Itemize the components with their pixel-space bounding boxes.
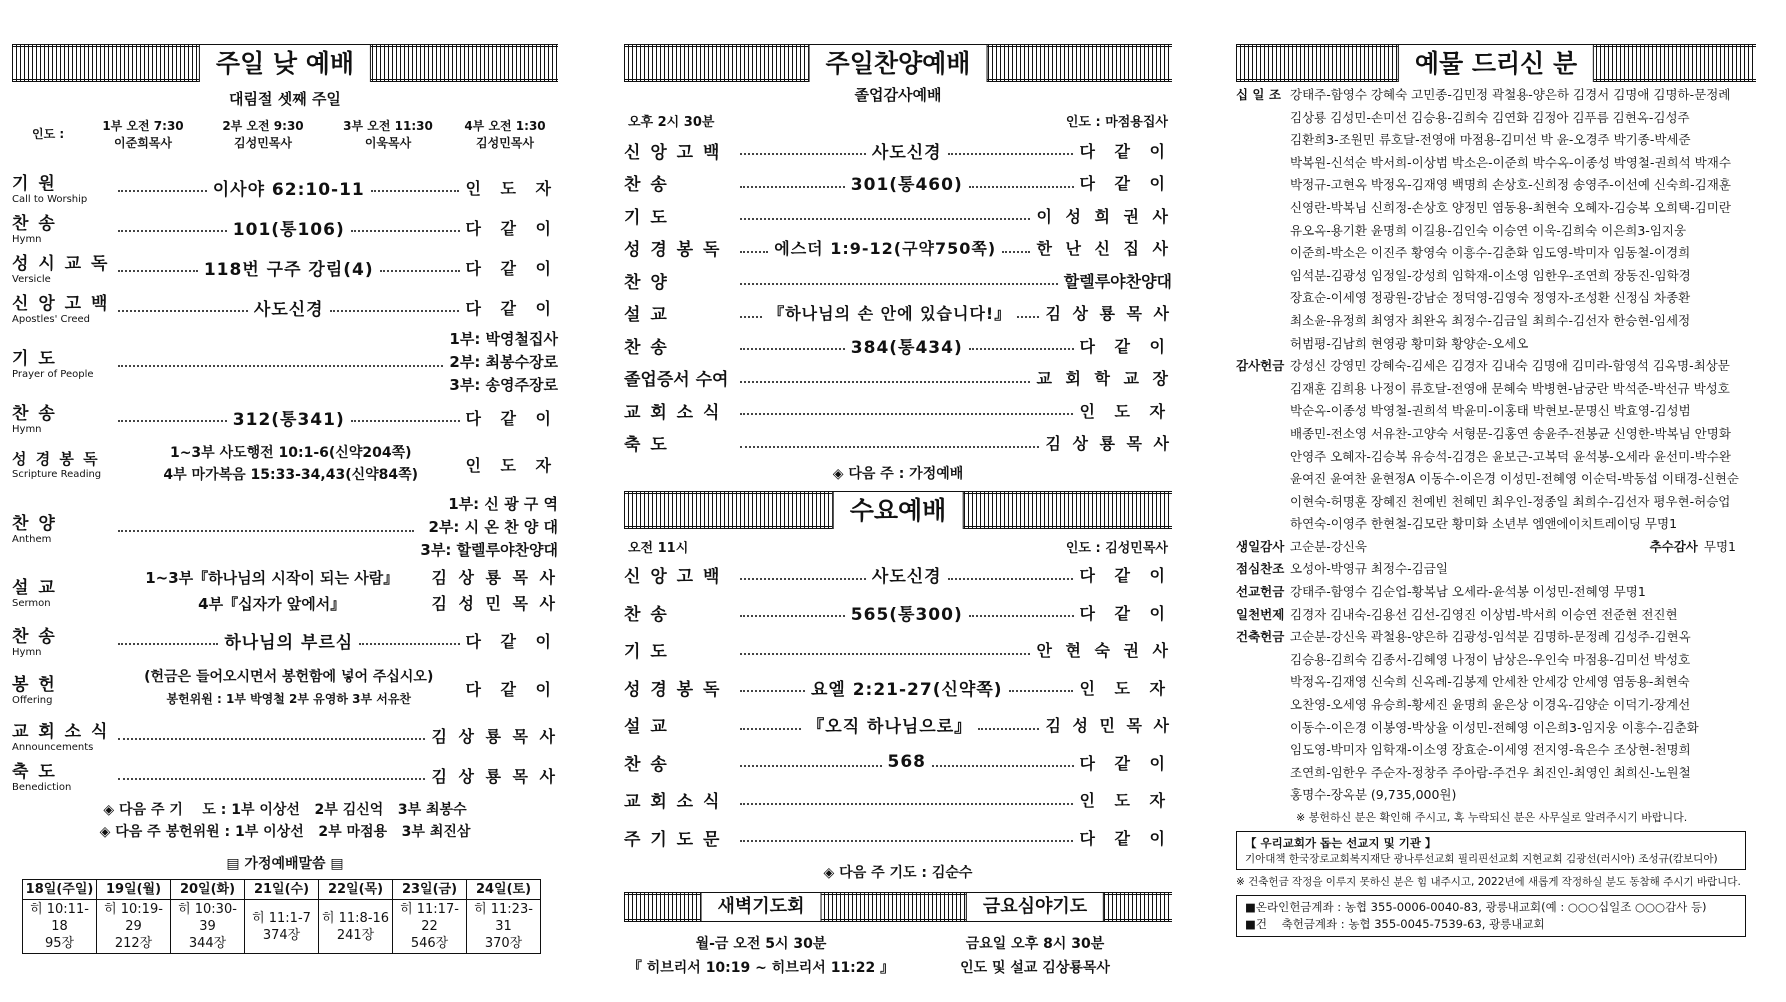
col3-mission_text: 기아대책 한국장로교회복지재단 광나루선교회 필리핀선교회 지현교회 김광선(러시아) 조성규(캄보디아): [1245, 853, 1718, 865]
col1-items-11-label: 교 회 소 식: [12, 722, 110, 742]
col1-family-2-ref: 히 10:30-39: [178, 902, 237, 934]
wednesday-next: ◈ 다음 주 기도 : 김순수: [823, 865, 973, 881]
col2-items-7-right: 교 회 학 교 장: [1036, 369, 1172, 389]
col2-wed_items-3-value: 요엘 2:21-27(신약쪽): [810, 679, 1003, 700]
anthem-row: [12, 491, 558, 563]
col1-items-8-label: 설 교: [12, 578, 57, 598]
col1-items-6-en: Scripture Reading: [12, 469, 102, 480]
col2-wed_leader: 인도 : 김성민목사: [1065, 541, 1168, 556]
col2-wed_items-4-label: 설 교: [624, 717, 669, 738]
col1-items-7-r1: 1부: 신 광 구 역: [448, 494, 558, 513]
col2-items-1-label: 찬 송: [624, 175, 669, 196]
col1-items-6-v2: 4부 마가복음 15:33-34,43(신약84쪽): [163, 467, 419, 483]
col1-family-0-hymn: 95장: [44, 936, 75, 951]
col1-items-10-right: 다 같 이: [465, 679, 558, 699]
col3-groups-1-lines-4: 안영주 오혜자-김승복 유승석-김경은 윤보근-고복덕 윤석봉-오세라 윤선미-박수완: [1290, 448, 1731, 464]
service-2: [208, 117, 318, 151]
col1-items-8-v1: 1~3부『하나님의 시작이 되는 사람』: [145, 569, 399, 587]
col3-groups-6-k: 건축헌금: [1236, 629, 1285, 645]
wednesday-time-row: [624, 537, 1172, 556]
col3-groups-1-k: 감사헌금: [1236, 358, 1285, 374]
graduation-subtitle: 졸업감사예배: [854, 86, 942, 104]
col1-items-7-label: 찬 양: [12, 514, 57, 534]
col2-wed_items-0-label: 신 앙 고 백: [624, 567, 722, 588]
col1-items-10-en: Offering: [12, 695, 53, 706]
col2-wed_items-2-label: 기 도: [624, 642, 669, 663]
col3-groups-2-extra_k: 추수감사: [1649, 538, 1698, 554]
afternoon-item: [624, 134, 1172, 167]
col2-items-8-right: 인 도 자: [1079, 401, 1172, 421]
col3-groups-6-lines-7: 홍명수-장옥분 (9,735,000원): [1290, 787, 1457, 803]
col3-groups-0-lines-4: 박정규-고현옥 박정옥-김재영 백명희 손상호-신희정 송영주-이선예 신숙희-김재훈: [1290, 177, 1731, 193]
wednesday-item: [624, 669, 1172, 707]
announcements-row: [12, 715, 558, 755]
next-week-assignments: [12, 799, 558, 843]
col2-wed_items-7-label: 주 기 도 문: [624, 829, 722, 850]
col2-wed_items-4-value: 『오직 하나님으로』: [807, 717, 973, 738]
col2-wed_items-5-label: 찬 송: [624, 754, 669, 775]
col2-dawn_title: 새벽기도회: [701, 893, 822, 921]
col2-wed_items-0-value: 사도신경: [871, 567, 942, 588]
col2-dawn_time: 월-금 오전 5시 30분: [695, 936, 827, 952]
prayer-row: [12, 327, 558, 397]
col1-items-9-value: 하나님의 부르심: [224, 632, 354, 653]
table-row: [23, 900, 541, 954]
sunday-worship-title: 주일 낮 예배: [199, 45, 371, 82]
col1-items-9-right: 다 같 이: [465, 631, 559, 651]
col2-items-3-right: 한 난 신 집 사: [1036, 239, 1172, 259]
col1-family-6-hymn: 370장: [484, 936, 523, 951]
hymn-row-2: [12, 397, 558, 437]
col2-items-5-right: 김 상 룡 목 사: [1045, 304, 1172, 324]
hymn-row-3: [12, 619, 558, 661]
col3-groups-1-lines-0: 강성신 강영민 강혜숙-김세은 김경자 김내숙 김명애 김미라-함영석 김옥명-최상문: [1290, 358, 1730, 374]
col3-groups-0-lines-5: 신영란-박복님 신희정-손상호 양정민 염동용-최현숙 오혜자-김승복 오희택-김미란: [1290, 199, 1731, 215]
col2-items-6-right: 다 같 이: [1079, 336, 1173, 356]
sunday-worship-column: [12, 44, 558, 954]
col3-groups-5-k: 일천번제: [1236, 606, 1285, 622]
col1-items-8-ra: 김 상 룡 목 사: [431, 568, 558, 587]
col3-groups-2-lines-0: 고순분-강신욱: [1290, 538, 1367, 554]
col1-items-10-v1: (헌금은 들어오시면서 봉헌함에 넣어 주십시오): [144, 669, 434, 685]
col2-items-3-value: 에스더 1:9-12(구약750쪽): [774, 239, 997, 259]
afternoon-worship-column: [624, 44, 1172, 980]
col1-next1: ◈ 다음 주 기 도 : 1부 이상선 2부 김신억 3부 최봉수: [103, 802, 467, 818]
col2-wed_items-5-value: 568: [887, 752, 926, 773]
col1-next2: ◈ 다음 주 봉헌위원 : 1부 이상선 2부 마점용 3부 최진삼: [99, 824, 471, 840]
col1-items-8-v2: 4부『십자가 앞에서』: [198, 595, 346, 613]
col3-groups-0-k: 십 일 조: [1236, 87, 1281, 102]
advent-subtitle: 대림절 셋째 주일: [229, 90, 341, 108]
col2-items-5-value: 『하나님의 손 안에 있습니다!』: [768, 304, 1012, 324]
col3-groups-0-lines-8: 임석분-김광성 임정일-강성희 임학재-이소영 임한우-조연희 장동진-임학경: [1290, 267, 1691, 283]
tithe-group: [1236, 84, 1756, 355]
col1-items-0-value: 이사야 62:10-11: [212, 179, 365, 200]
col1-family-2-hymn: 344장: [188, 936, 227, 951]
col3-groups-3-k: 점심찬조: [1236, 561, 1285, 577]
afternoon-item: [624, 297, 1172, 330]
col2-items-2-right: 이 성 희 권 사: [1036, 206, 1172, 226]
col2-items-7-label: 졸업증서 수여: [624, 370, 729, 391]
col2-items-4-label: 찬 양: [624, 272, 669, 293]
order-of-worship: [12, 167, 558, 795]
afternoon-time-row: [624, 111, 1172, 130]
col1-family-1-ref: 히 10:19-29: [104, 902, 163, 934]
col1-family-5-day: 23일(금): [393, 880, 467, 900]
col1-services-2-time: 3부 오전 11:30: [343, 119, 433, 133]
col2-items-1-value: 301(통460): [850, 175, 963, 196]
col3-groups-1-lines-6: 이현숙-허명훈 장혜진 천예빈 천혜민 최우인-정종일 최희수-김선자 평우현-허승업: [1290, 493, 1731, 509]
building-group: [1236, 626, 1756, 807]
col1-services-3-time: 4부 오전 1:30: [464, 119, 546, 133]
col3-groups-0-lines-6: 유오옥-용기환 윤명희 이길용-김인숙 이승연 이욱-김희숙 이은희3-임지웅: [1290, 222, 1687, 238]
col1-items-7-r3: 3부: 할렐루야찬양대: [420, 540, 558, 559]
offerings-list: [1236, 84, 1756, 807]
col1-items-6-right: 인 도 자: [465, 455, 558, 475]
col2-wed_items-0-right: 다 같 이: [1079, 566, 1172, 586]
col1-items-12-en: Benediction: [12, 782, 72, 793]
col3-groups-0-lines-11: 허범평-김남희 현영광 황미화 황양순-오세오: [1290, 335, 1529, 351]
col3-groups-2-extra: 무명1: [1703, 538, 1736, 554]
col2-wed_items-3-right: 인 도 자: [1079, 678, 1172, 698]
col2-time: 오후 2시 30분: [628, 115, 715, 130]
col2-items-0-value: 사도신경: [871, 142, 942, 163]
afternoon-worship-header: [624, 44, 1172, 82]
col1-family-1-day: 19일(월): [97, 880, 171, 900]
col3-groups-1-lines-1: 김재훈 김희용 나정이 류호달-전영애 문혜숙 박병현-남궁란 박석준-박선규 박성호: [1290, 380, 1730, 396]
col1-items-10-label: 봉 헌: [12, 675, 57, 695]
col1-items-7-en: Anthem: [12, 534, 52, 545]
col1-items-4-r1: 1부: 박영철집사: [449, 329, 558, 348]
col1-family-0-ref: 히 10:11-18: [30, 902, 89, 934]
family-worship-title: ▤ 가정예배말씀 ▤: [226, 856, 344, 872]
col1-items-0-label: 기 원: [12, 174, 57, 194]
offering-note: ※ 봉헌하신 분은 확인해 주시고, 혹 누락되신 분은 사무실로 알려주시기 바랍니다.: [1296, 811, 1688, 824]
creed-row: [12, 287, 558, 327]
mission-box: [1236, 831, 1746, 870]
service-times: [12, 117, 558, 161]
col2-wed_items-6-label: 교 회 소 식: [624, 792, 722, 813]
col3-groups-2-k: 생일감사: [1236, 538, 1285, 554]
col3-groups-3-lines-0: 오성아-박영규 최정수-김금일: [1290, 561, 1448, 577]
afternoon-item: [624, 362, 1172, 395]
col2-wed_items-4-right: 김 성 민 목 사: [1045, 716, 1172, 736]
col2-wed_items-3-label: 성 경 봉 독: [624, 679, 722, 700]
sermon-row: [12, 563, 558, 619]
col1-family-2-day: 20일(화): [171, 880, 245, 900]
afternoon-item: [624, 232, 1172, 265]
col3-groups-5-lines-0: 김경자 김내숙-김용선 김선-김영진 이상범-박서희 이승연 전준현 전진현: [1290, 606, 1678, 622]
afternoon-item: [624, 329, 1172, 362]
col2-dawn_text: 『 히브리서 10:19 ~ 히브리서 11:22 』: [627, 960, 895, 976]
prayer-meetings-header: [624, 892, 1172, 922]
col1-items-4-en: Prayer of People: [12, 369, 94, 380]
col1-services-0-time: 1부 오전 7:30: [102, 119, 184, 133]
col1-family-4-hymn: 241장: [336, 927, 375, 943]
col2-items-5-label: 설 교: [624, 305, 669, 326]
col1-items-11-en: Announcements: [12, 742, 94, 753]
col2-friday_text: 인도 및 설교 김상룡목사: [960, 960, 1110, 976]
col3-acct2: ■건 축헌금계좌 : 농협 355-0045-7539-63, 광릉내교회: [1245, 917, 1545, 931]
col1-services-2-leader: 이욱목사: [364, 136, 412, 150]
col1-items-12-label: 축 도: [12, 762, 57, 782]
col2-items-0-right: 다 같 이: [1079, 141, 1172, 161]
col2-wed_items-1-label: 찬 송: [624, 604, 669, 625]
col3-groups-0-lines-1: 김상룡 김성민-손미선 김승용-김희숙 김연화 김정아 김푸름 김현옥-김성주: [1290, 109, 1690, 125]
col1-family-6-day: 24일(토): [467, 880, 541, 900]
col1-family-1-hymn: 212장: [114, 936, 153, 951]
col2-wed_items-1-value: 565(통300): [850, 604, 963, 625]
col1-items-2-en: Versicle: [12, 274, 51, 285]
offerings-column: [1236, 44, 1756, 937]
service-3: [328, 117, 448, 151]
col2-items-9-right: 김 상 룡 목 사: [1045, 434, 1172, 454]
col1-family-4-day: 22일(목): [319, 880, 393, 900]
call-to-worship-row: [12, 167, 558, 207]
wednesday-item: [624, 706, 1172, 744]
afternoon-next: ◈ 다음 주 : 가정예배: [832, 466, 964, 482]
wednesday-item: [624, 781, 1172, 819]
col1-family-3-ref: 히 11:1-7: [252, 910, 311, 926]
col1-items-3-right: 다 같 이: [465, 298, 558, 318]
col1-items-0-right: 인 도 자: [465, 178, 558, 198]
col1-items-9-label: 찬 송: [12, 627, 57, 647]
col2-wed_items-7-right: 다 같 이: [1079, 828, 1172, 848]
col1-family-6-ref: 히 11:23-31: [474, 902, 533, 934]
col2-items-8-label: 교 회 소 식: [624, 402, 722, 423]
col3-groups-0-lines-0: 강태주-함영수 강혜숙 고민종-김민정 곽철용-양은하 김경서 김명애 김명하-문정례: [1290, 87, 1731, 102]
mission-group: [1236, 581, 1756, 604]
account-box: [1236, 895, 1746, 937]
lunch-group: [1236, 558, 1756, 581]
col1-items-1-value: 101(통106): [232, 219, 345, 240]
col2-wed_items-2-right: 안 현 숙 권 사: [1036, 641, 1172, 661]
col2-items-1-right: 다 같 이: [1079, 174, 1173, 194]
col3-groups-6-lines-1: 김승용-김희숙 김종서-김혜영 나정이 남상은-우인숙 마점용-김미선 박성호: [1290, 651, 1691, 667]
col3-groups-6-lines-4: 이동수-이은경 이봉영-박상율 이성민-전혜영 이은희3-임지웅 이흥수-김춘화: [1290, 719, 1699, 735]
col3-groups-0-lines-10: 최소윤-유정희 최영자 최완옥 최정수-김금일 최희수-김선자 한승현-임세정: [1290, 312, 1691, 328]
offerings-title: 예물 드리신 분: [1398, 45, 1594, 82]
col1-services-0-leader: 이준희목사: [114, 136, 172, 150]
col3-groups-1-lines-2: 박순옥-이종성 박영철-권희석 박윤미-이홍태 박현보-문명신 박효영-김성범: [1290, 403, 1691, 419]
afternoon-item: [624, 394, 1172, 427]
col1-items-5-label: 찬 송: [12, 404, 57, 424]
col1-items-10-v2: 봉헌위원 : 1부 박영철 2부 유영하 3부 서유찬: [166, 692, 412, 706]
col2-friday_title: 금요심야기도: [966, 893, 1104, 921]
leader-label: 인도 :: [32, 127, 65, 141]
col1-items-11-right: 김 상 룡 목 사: [431, 726, 558, 746]
col3-groups-4-lines-0: 강태주-함영수 김순업-황복남 오세라-윤석봉 이성민-전혜영 무명1: [1290, 584, 1646, 600]
col1-items-3-en: Apostles' Creed: [12, 314, 91, 325]
benediction-row: [12, 755, 558, 795]
col3-acct1: ■온라인헌금계좌 : 농협 355-0006-0040-83, 광릉내교회(예 : ○○○십일조 ○○○감사 등): [1245, 900, 1707, 914]
friday-prayer: [898, 932, 1172, 980]
col2-items-6-label: 찬 송: [624, 337, 669, 358]
col3-groups-1-lines-3: 배종민-전소영 서유찬-고양숙 서형문-김홍연 송윤주-전봉균 신영한-박복님 안명화: [1290, 425, 1731, 441]
col1-items-9-en: Hymn: [12, 647, 42, 658]
col3-groups-6-lines-0: 고순분-강신욱 곽철용-양은하 김광성-임석분 김명하-문정례 김성주-김현옥: [1290, 629, 1691, 645]
col1-items-3-value: 사도신경: [253, 299, 324, 320]
col1-items-12-right: 김 상 룡 목 사: [431, 766, 558, 786]
birthday-group: [1236, 536, 1756, 559]
col3-groups-1-lines-5: 윤여진 윤여찬 윤현정A 이동수-이은경 이성민-전혜영 이순덕-박동섭 이태경-신현순: [1290, 471, 1739, 487]
offering-row: [12, 661, 558, 715]
col1-items-2-label: 성 시 교 독: [12, 254, 110, 274]
col1-services-1-leader: 김성민목사: [234, 136, 292, 150]
afternoon-item: [624, 264, 1172, 297]
col3-groups-6-lines-6: 조연희-임한우 주순자-정창주 주아람-주건우 최진인-최영인 최희신-노원철: [1290, 764, 1691, 780]
col1-items-8-rb: 김 성 민 목 사: [431, 594, 558, 613]
col3-groups-0-lines-7: 이준희-박소은 이진주 황영숙 이흥수-김춘화 임도영-박미자 임동철-이경희: [1290, 245, 1691, 261]
service-1: [88, 117, 198, 151]
col1-items-0-en: Call to Worship: [12, 194, 88, 205]
col3-groups-6-lines-3: 오찬영-오세영 유승희-황세진 윤명희 윤은상 이경옥-김양순 이덕기-장계선: [1290, 697, 1691, 713]
col1-family-4-ref: 히 11:8-16: [321, 910, 390, 926]
wednesday-order: [624, 556, 1172, 856]
col1-items-2-value: 118번 구주 강림(4): [203, 259, 374, 280]
afternoon-worship-title: 주일찬양예배: [809, 45, 988, 82]
thanks-group: [1236, 355, 1756, 536]
col3-groups-0-lines-9: 장효순-이세영 정광원-강남순 정덕영-김영숙 정영자-조성환 신정심 차종환: [1290, 290, 1691, 306]
col2-items-3-label: 성 경 봉 독: [624, 240, 722, 261]
wednesday-worship-header: [624, 491, 1172, 529]
table-row: [23, 880, 541, 900]
afternoon-order: [624, 134, 1172, 459]
col1-items-6-v1: 1~3부 사도행전 10:1-6(신약204쪽): [169, 445, 412, 461]
col2-items-9-label: 축 도: [624, 435, 669, 456]
dawn-prayer: [624, 932, 898, 980]
wednesday-item: [624, 744, 1172, 782]
col1-family-3-hymn: 374장: [262, 927, 301, 943]
col2-items-0-label: 신 앙 고 백: [624, 142, 722, 163]
col1-items-1-label: 찬 송: [12, 214, 57, 234]
col1-family-3-day: 21일(수): [245, 880, 319, 900]
offerings-header: [1236, 44, 1756, 82]
col1-items-5-right: 다 같 이: [465, 408, 559, 428]
col2-items-2-label: 기 도: [624, 207, 669, 228]
col2-items-4-right: 할렐루야찬양대: [1063, 271, 1172, 291]
col1-items-4-r3: 3부: 송영주장로: [449, 375, 558, 394]
col2-friday_time: 금요일 오후 8시 30분: [965, 936, 1105, 952]
building-note: ※ 건축헌금 작정을 이루지 못하신 분은 힘 내주시고, 2022년에 새롭게 작정하실 분도 동참해 주시기 바랍니다.: [1236, 876, 1741, 888]
wednesday-worship-title: 수요예배: [833, 492, 964, 529]
wednesday-item: [624, 819, 1172, 857]
col1-items-4-r2: 2부: 최봉수장로: [449, 352, 558, 371]
col2-items-6-value: 384(통434): [850, 337, 963, 358]
col1-items-1-right: 다 같 이: [465, 218, 559, 238]
afternoon-item: [624, 199, 1172, 232]
col1-items-5-value: 312(통341): [232, 409, 345, 430]
col3-groups-0-lines-2: 김환희3-조원민 류호달-전영애 마점용-김미선 박 윤-오경주 박기종-박세준: [1290, 132, 1691, 148]
col1-services-1-time: 2부 오전 9:30: [222, 119, 304, 133]
thousand-group: [1236, 604, 1756, 627]
col3-groups-4-k: 선교헌금: [1236, 584, 1285, 600]
col1-family-5-ref: 히 11:17-22: [400, 902, 459, 934]
sunday-worship-header: [12, 44, 558, 82]
col1-items-5-en: Hymn: [12, 424, 42, 435]
scripture-row: [12, 437, 558, 491]
col2-leader: 인도 : 마점용집사: [1065, 115, 1168, 130]
col3-groups-1-lines-7: 하연숙-이영주 한현철-김모란 황미화 소년부 엠앤에이치트레이딩 무명1: [1290, 516, 1678, 532]
hymn-row-1: [12, 207, 558, 247]
col1-items-8-en: Sermon: [12, 598, 51, 609]
col2-wed_items-5-right: 다 같 이: [1079, 753, 1173, 773]
col3-groups-0-lines-3: 박복원-신석순 박서희-이상범 박소은-이준희 박수옥-이종성 박영철-권희석 박재수: [1290, 154, 1731, 170]
col1-services-3-leader: 김성민목사: [476, 136, 534, 150]
col1-family-5-hymn: 546장: [410, 936, 449, 951]
afternoon-item: [624, 427, 1172, 460]
col1-items-3-label: 신 앙 고 백: [12, 294, 110, 314]
wednesday-item: [624, 594, 1172, 632]
col1-items-2-right: 다 같 이: [465, 258, 559, 278]
family-worship-table: [22, 879, 541, 954]
col3-groups-6-lines-5: 임도영-박미자 임학재-이소영 장효순-이세영 전지영-육은수 조상현-천명희: [1290, 742, 1691, 758]
service-4: [450, 117, 560, 151]
col3-mission_title: 【 우리교회가 돕는 선교지 및 기관 】: [1245, 836, 1437, 850]
wednesday-item: [624, 556, 1172, 594]
col2-wed_time: 오전 11시: [628, 541, 689, 556]
col1-family-0-day: 18일(주일): [23, 880, 97, 900]
versicle-row: [12, 247, 558, 287]
col2-wed_items-6-right: 인 도 자: [1079, 791, 1172, 811]
col1-items-1-en: Hymn: [12, 234, 42, 245]
prayer-meetings: [624, 932, 1172, 980]
wednesday-item: [624, 631, 1172, 669]
col1-items-6-label: 성 경 봉 독: [12, 450, 100, 468]
col1-items-4-label: 기 도: [12, 349, 57, 369]
col3-groups-6-lines-2: 박정옥-김재영 신숙희 신옥례-김봉제 안세찬 안세강 안세영 염동용-최현숙: [1290, 674, 1690, 690]
col2-wed_items-1-right: 다 같 이: [1079, 603, 1173, 623]
afternoon-item: [624, 167, 1172, 200]
col1-items-7-r2: 2부: 시 온 찬 양 대: [428, 517, 558, 536]
